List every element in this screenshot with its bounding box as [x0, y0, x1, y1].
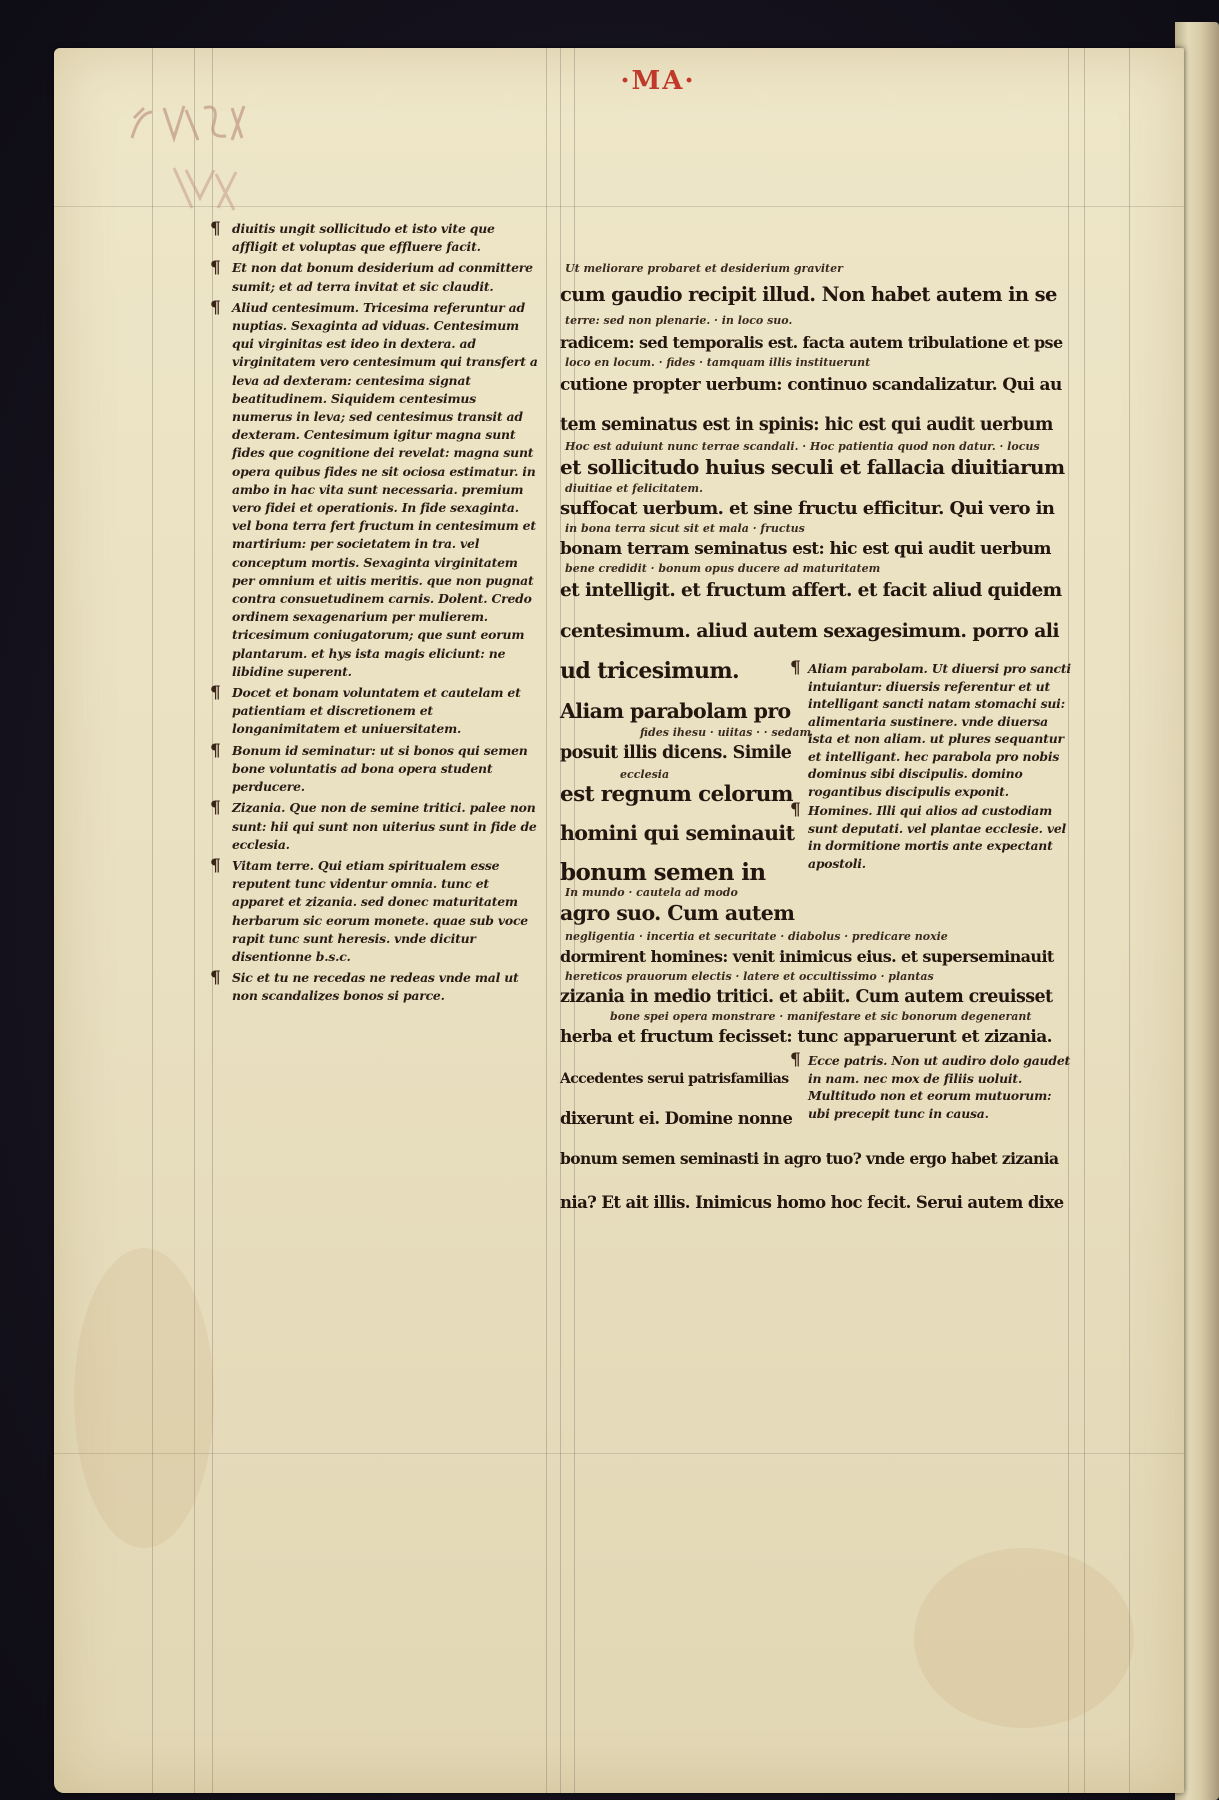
gloss-text: Homines. Illi qui alios ad custodiam sunt deputati. vel plantae ecclesie. vel in dormitione mortis ante expectant apostoli. — [808, 803, 1067, 871]
gloss-text: diuitis ungit sollicitudo et isto vite que affligit et voluptas que effluere facit. — [232, 221, 495, 255]
main-text-line: herba et fructum fecisset: tunc apparuerunt et zizania. — [560, 1027, 1052, 1047]
main-text-line: zizania in medio tritici. et abiit. Cum autem creuisset — [560, 987, 1053, 1007]
interlinear-gloss: bene credidit · bonum opus ducere ad maturitatem — [565, 562, 881, 575]
main-text-line: est regnum celorum — [560, 782, 793, 807]
main-text-line: Aliam parabolam pro — [560, 699, 791, 723]
main-text-line: ud tricesimum. — [560, 658, 740, 684]
right-gloss-column — [790, 660, 1075, 874]
marginal-scribble — [114, 78, 324, 228]
gloss-text: Et non dat bonum desiderium ad conmittere sumit; et ad terra invitat et sic claudit. — [232, 260, 533, 294]
main-text-line: et sollicitudo huius seculi et fallacia diuitiarum — [560, 455, 1065, 479]
main-text-line: radicem: sed temporalis est. facta autem tribulatione et pse — [560, 333, 1063, 352]
pilcrow-icon: ¶ — [790, 800, 801, 820]
pilcrow-icon: ¶ — [210, 740, 221, 761]
interlinear-gloss: loco en locum. · fides · tamquam illis instituerunt — [565, 356, 871, 369]
pilcrow-icon: ¶ — [210, 798, 221, 819]
pilcrow-icon: ¶ — [210, 219, 221, 239]
ruling-line — [1129, 48, 1130, 1793]
gloss-paragraph — [210, 742, 540, 797]
gloss-paragraph — [210, 299, 540, 681]
right-gloss-column — [790, 1052, 1075, 1124]
gloss-paragraph — [210, 857, 540, 966]
gloss-paragraph — [210, 259, 540, 295]
main-text-line: tem seminatus est in spinis: hic est qui audit uerbum — [560, 415, 1053, 435]
pilcrow-icon: ¶ — [210, 258, 221, 279]
main-text-line: bonum semen in — [560, 859, 766, 886]
interlinear-gloss: Hoc est aduiunt nunc terrae scandali. · Hoc patientia quod non datur. · locus — [565, 440, 1040, 453]
main-text-line: dixerunt ei. Domine nonne — [560, 1109, 793, 1128]
parchment-stain — [914, 1548, 1134, 1728]
ruling-line — [546, 48, 547, 1793]
interlinear-gloss: Ut meliorare probaret et desiderium graviter — [565, 262, 843, 275]
interlinear-gloss: negligentia · incertia et securitate · diabolus · predicare noxie — [565, 930, 948, 943]
gloss-paragraph — [210, 799, 540, 854]
gloss-paragraph — [210, 684, 540, 739]
ruling-line — [1068, 48, 1069, 1793]
gloss-paragraph — [210, 969, 540, 1005]
gloss-paragraph — [790, 802, 1075, 872]
pilcrow-icon: ¶ — [790, 1050, 801, 1070]
gloss-paragraph — [210, 220, 540, 256]
gloss-text: Ecce patris. Non ut audiro dolo gaudet in nam. nec mox de filiis uoluit. Multitudo non et eorum mutuorum: ubi precepit tunc in causa. — [808, 1053, 1071, 1121]
gloss-text: Bonum id seminatur: ut si bonos qui semen bone voluntatis ad bona opera student perducere. — [232, 742, 528, 795]
main-text-line: nia? Et ait illis. Inimicus homo hoc fecit. Serui autem dixe — [560, 1193, 1064, 1212]
ruling-line — [194, 48, 195, 1793]
ruling-line — [1084, 48, 1085, 1793]
main-text-line: dormirent homines: venit inimicus eius. et superseminauit — [560, 947, 1054, 966]
interlinear-gloss: ecclesia — [620, 768, 670, 781]
main-text-line: cum gaudio recipit illud. Non habet autem in se — [560, 283, 1057, 306]
main-text-line: agro suo. Cum autem — [560, 901, 795, 925]
interlinear-gloss: In mundo · cautela ad modo — [565, 886, 738, 899]
gloss-text: Vitam terre. Qui etiam spiritualem esse reputent tunc videntur omnia. tunc et apparet et zizania. sed donec maturitatem herbarum sic eorum monete. quae sub voce rapit tunc sunt heresis. vnde dicitur disentionne b.s.c. — [232, 857, 528, 964]
pilcrow-icon: ¶ — [210, 297, 221, 318]
pilcrow-icon: ¶ — [210, 683, 221, 704]
main-text-line: bonam terram seminatus est: hic est qui audit uerbum — [560, 539, 1051, 559]
left-gloss-column — [210, 220, 540, 1009]
pilcrow-icon: ¶ — [210, 968, 221, 989]
pilcrow-icon: ¶ — [210, 855, 221, 876]
main-text-line: posuit illis dicens. Simile — [560, 743, 792, 763]
gloss-paragraph — [790, 1052, 1075, 1122]
gloss-text: Docet et bonam voluntatem et cautelam et patientiam et discretionem et longanimitatem et uniuersitatem. — [232, 685, 521, 737]
gloss-text: Aliud centesimum. Tricesima referuntur ad nuptias. Sexaginta ad viduas. Centesimum qui virginitas est ideo in dextera. ad virginitatem vero centesimum qui transfert a leva ad dexteram: centesima signat beatitudinem. Siquidem centesimus numerus in leva; sed centesimus transit ad dexteram. Centesimum igitur magna sunt fides que cognitione dei revelat: magna sunt opera quibus fides ne sit ociosa estimatur. in ambo in hac vita sunt necessaria. premium vero fidei et operationis. In fide sexaginta. vel bona terra fert fructum in centesimum et martirium: per societatem in tra. vel conceptum mortis. Sexaginta virginitatem per omnium et uitis meritis. que non pugnat contra consuetudinem carnis. Dolent. Credo ordinem sexagenarium per mulierem. tricesimum coniugatorum; que sunt eorum plantarum. et hys ista magis eliciunt: ne libidine superent. — [232, 299, 538, 679]
interlinear-gloss: bone spei opera monstrare · manifestare et sic bonorum degenerant — [610, 1010, 1032, 1023]
gloss-text: Sic et tu ne recedas ne redeas vnde mal ut non scandalizes bonos si parce. — [232, 970, 519, 1004]
interlinear-gloss: fides ihesu · uiitas · · sedam — [640, 726, 812, 739]
main-text-line: homini qui seminauit — [560, 821, 795, 845]
running-title: ·MA· — [620, 66, 696, 96]
interlinear-gloss: terre: sed non plenarie. · in loco suo. — [565, 314, 793, 327]
main-text-line: et intelligit. et fructum affert. et facit aliud quidem — [560, 580, 1062, 601]
main-text-line: Accedentes serui patrisfamilias — [560, 1071, 789, 1087]
gloss-text: Zizania. Que non de semine tritici. palee non sunt: hii qui sunt non uiterius sunt in fide de ecclesia. — [232, 800, 537, 852]
main-text-line: cutione propter uerbum: continuo scandalizatur. Qui au — [560, 375, 1062, 395]
interlinear-gloss: hereticos prauorum electis · latere et occultissimo · plantas — [565, 970, 934, 983]
gloss-paragraph — [790, 660, 1075, 800]
pilcrow-icon: ¶ — [790, 658, 801, 678]
ruling-line — [54, 1453, 1184, 1454]
marginal-note — [54, 48, 58, 49]
gloss-text: Aliam parabolam. Ut diuersi pro sancti intuiantur: diuersis referentur et ut intelligant sancti natam stomachi sui: alimentaria sustinere. vnde diuersa ista et non aliam. ut plures sequantur et intelligant. hec parabola pro nobis dominus sibi discipulis. domino rogantibus discipulis exponit. — [808, 661, 1071, 799]
main-text-line: suffocat uerbum. et sine fructu efficitur. Qui vero in — [560, 498, 1055, 519]
main-text-line: bonum semen seminasti in agro tuo? vnde ergo habet zizania — [560, 1149, 1059, 1168]
parchment-stain — [74, 1248, 214, 1548]
main-text-line: centesimum. aliud autem sexagesimum. porro ali — [560, 620, 1060, 642]
interlinear-gloss: diuitiae et felicitatem. — [565, 482, 703, 495]
interlinear-gloss: in bona terra sicut sit et mala · fructus — [565, 522, 805, 535]
